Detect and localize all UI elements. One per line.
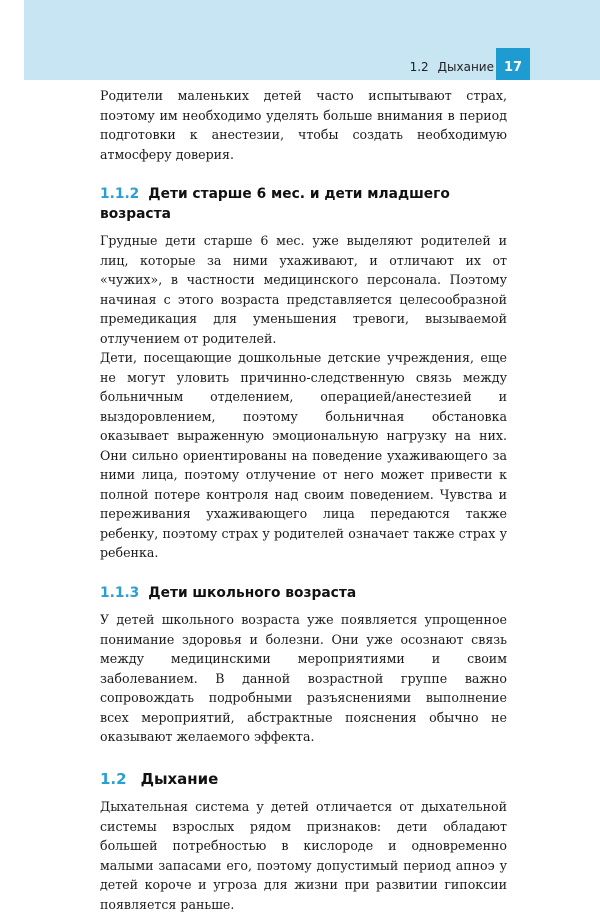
section-1-1-3-number: 1.1.3 [100,584,140,601]
section-1-1-3-heading [100,584,507,604]
page-number: 17 [496,48,530,80]
section-1-1-2-paragraph-1: Грудные дети старше 6 мес. уже выделяют родителей и лиц, которые за ними ухаживают, и отличают их от «чужих», в частности медицинского персонала. Поэтому начиная с этого возраста представляется целесообразной премедикация для уменьшения тревоги, вызываемой отлучением от родителей. [100,233,507,346]
section-1-1-3-paragraph-1: У детей школьного возраста уже появляется упрощенное понимание здоровья и болезни. Они уже осознают связь между медицинскими мероприятиями и своим заболеванием. В данной возрастной группе важно сопровождать подробными разъяснениями выполнение всех мероприятий, абстрактные пояснения обычно не оказывают желаемого эффекта. [100,612,507,744]
section-1-2-paragraph-1: Дыхательная система у детей отличается от дыхательной системы взрослых рядом признаков: дети обладают большей потребностью в кислороде и одновременно малыми запасами его, поэтому допустимый период апноэ у детей короче и угроза для жизни при развитии гипоксии появляется раньше. [100,799,507,912]
section-1-1-2-paragraph-2: Дети, посещающие дошкольные детские учреждения, еще не могут уловить причинно-следственную связь между больничным отделением, операцией/анестезией и выздоровлением, поэтому больничная обстановка оказывает выраженную эмоциональную нагрузку на них. Они сильно ориентированы на поведение ухаживающего за ними лица, поэтому отлучение от него может привести к полной потере контроля над своим поведением. Чувства и переживания ухаживающего лица передаются также ребенку, поэтому страх у родителей означает также страх у ребенка. [100,350,507,560]
section-1-1-2-number: 1.1.2 [100,186,140,202]
running-head-section-number: 1.2 [409,60,429,74]
section-1-2-title: Дыхание [140,769,219,788]
section-1-1-3-title: Дети школьного возраста [148,584,357,601]
section-1-1-2-title: Дети старше 6 мес. и дети младшего возраста [100,186,450,222]
intro-paragraph: Родители маленьких детей часто испытывают страх, поэтому им необходимо уделять больше внимания в период подготовки к анестезии, чтобы создать необходимую атмосферу доверия. [100,88,507,162]
section-1-1-2-heading [100,185,507,224]
running-head-section-title: Дыхание [437,60,494,74]
section-1-2-heading [100,770,507,790]
page-content [100,86,507,914]
running-head [410,60,494,74]
section-1-2-number: 1.2 [100,769,127,788]
